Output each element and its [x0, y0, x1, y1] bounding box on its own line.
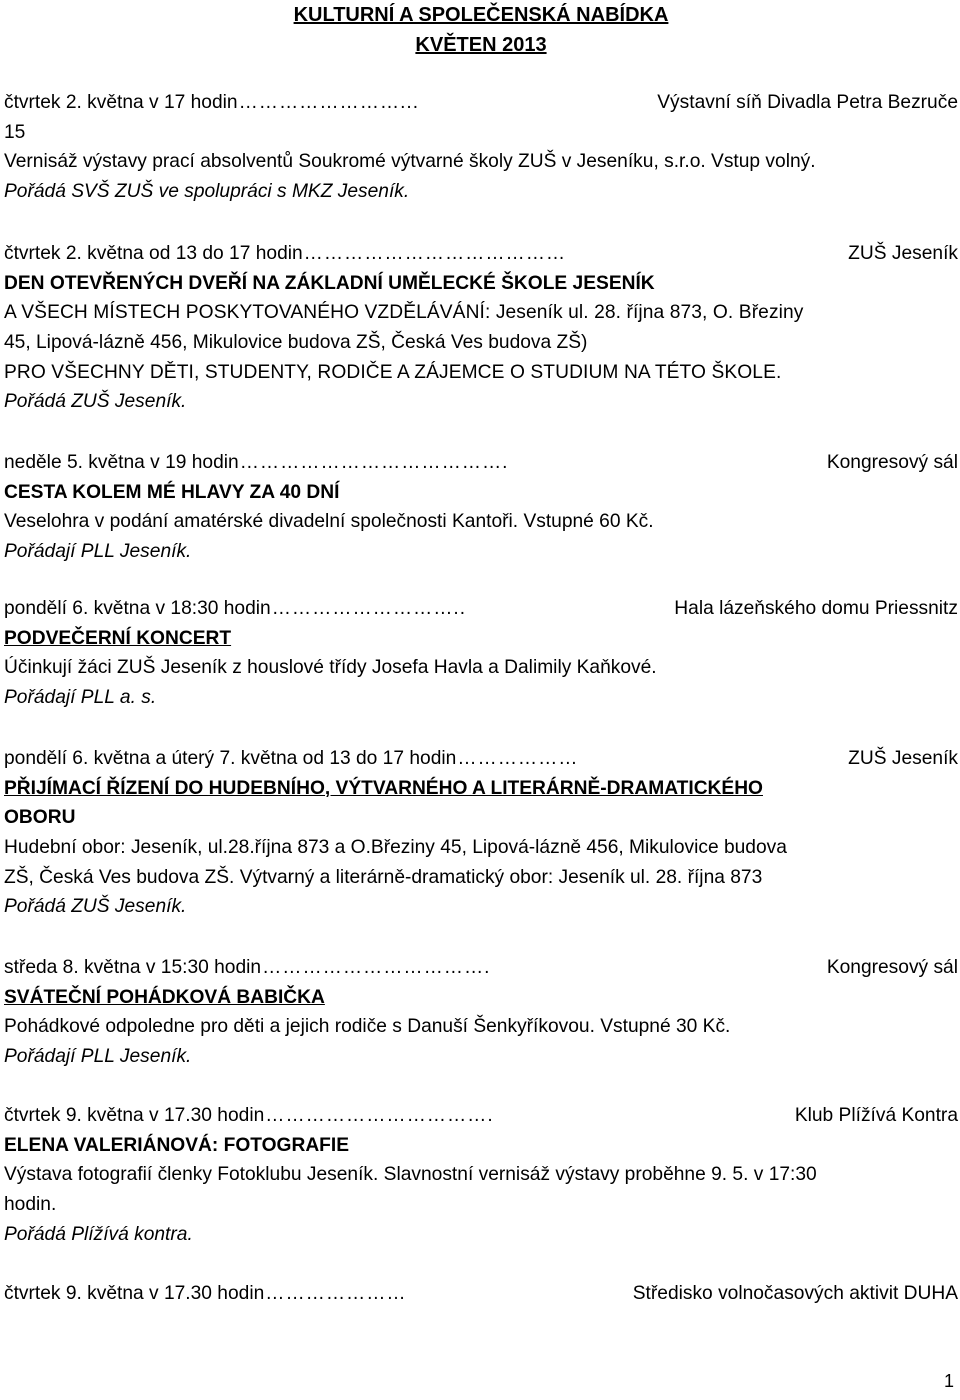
event-venue: Středisko volnočasových aktivit DUHA — [632, 1283, 958, 1304]
event-schedule — [4, 744, 958, 774]
event-description: ZŠ, Česká Ves budova ZŠ. Výtvarný a literárně-dramatický obor: Jeseník ul. 28. října 873 — [4, 866, 763, 888]
leader-dots: ……………………... — [238, 92, 420, 113]
document-title: KULTURNÍ A SPOLEČENSKÁ NABÍDKA — [293, 4, 669, 26]
event-venue: Výstavní síň Divadla Petra Bezruče — [657, 92, 958, 113]
page-number: 1 — [943, 1371, 954, 1391]
event-organizer: Pořádají PLL a. s. — [4, 687, 157, 709]
leader-dots: ………………………………… — [303, 243, 567, 264]
event-venue: Kongresový sál — [826, 452, 958, 473]
document-page — [4, 0, 958, 1400]
event-when: čtvrtek 9. května v 17.30 hodin — [4, 1283, 265, 1304]
event-schedule — [4, 594, 958, 624]
leader-dots: ……………………….. — [271, 598, 467, 619]
event-schedule — [4, 239, 958, 269]
event-schedule — [4, 953, 958, 983]
event-description: Veselohra v podání amatérské divadelní společnosti Kantoři. Vstupné 60 Kč. — [4, 511, 654, 533]
event-heading: ELENA VALERIÁNOVÁ: FOTOGRAFIE — [4, 1134, 350, 1156]
event-item — [4, 1101, 958, 1249]
event-heading: PŘIJÍMACÍ ŘÍZENÍ DO HUDEBNÍHO, VÝTVARNÉHO A LITERÁRNĚ-DRAMATICKÉHO — [4, 777, 763, 799]
event-schedule — [4, 1279, 958, 1309]
event-description: Účinkují žáci ZUŠ Jeseník z houslové třídy Josefa Havla a Dalimily Kaňkové. — [4, 657, 657, 679]
leader-dots: ………………… — [265, 1283, 407, 1304]
event-schedule — [4, 1101, 958, 1131]
event-venue: Hala lázeňského domu Priessnitz — [674, 598, 958, 619]
event-item — [4, 448, 958, 567]
leader-dots: ……………… — [457, 748, 579, 769]
event-when: čtvrtek 2. května v 17 hodin — [4, 92, 238, 113]
event-organizer: Pořádají PLL Jeseník. — [4, 541, 192, 563]
event-venue-continued: 15 — [4, 121, 26, 143]
event-heading: DEN OTEVŘENÝCH DVEŘÍ NA ZÁKLADNÍ UMĚLECKÉ ŠKOLE JESENÍK — [4, 272, 655, 294]
event-heading: PODVEČERNÍ KONCERT — [4, 627, 232, 649]
event-description: Výstava fotografií členky Fotoklubu Jeseník. Slavnostní vernisáž výstavy proběhne 9. 5. v 17:30 — [4, 1164, 817, 1186]
event-schedule — [4, 88, 958, 118]
event-item — [4, 1279, 958, 1309]
event-description: PRO VŠECHNY DĚTI, STUDENTY, RODIČE A ZÁJEMCE O STUDIUM NA TÉTO ŠKOLE. — [4, 361, 782, 383]
event-when: čtvrtek 2. května od 13 do 17 hodin — [4, 243, 303, 264]
event-item — [4, 88, 958, 207]
event-item — [4, 594, 958, 713]
event-item — [4, 953, 958, 1072]
event-when: neděle 5. května v 19 hodin — [4, 452, 239, 473]
event-organizer: Pořádá ZUŠ Jeseník. — [4, 896, 187, 918]
event-description: Pohádkové odpoledne pro děti a jejich rodiče s Danuší Šenkyříkovou. Vstupné 30 Kč. — [4, 1016, 731, 1038]
leader-dots: …………………………………. — [239, 452, 509, 473]
document-subtitle: KVĚTEN 2013 — [415, 34, 547, 56]
event-item — [4, 239, 958, 417]
event-heading: SVÁTEČNÍ POHÁDKOVÁ BABIČKA — [4, 986, 325, 1008]
event-organizer: Pořádá Plížívá kontra. — [4, 1223, 193, 1245]
event-organizer: Pořádají PLL Jeseník. — [4, 1046, 192, 1068]
event-description: Vernisáž výstavy prací absolventů Soukromé výtvarné školy ZUŠ v Jeseníku, s.r.o. Vstup volný. — [4, 151, 816, 173]
event-venue: ZUŠ Jeseník — [848, 243, 958, 264]
event-description: Hudební obor: Jeseník, ul.28.října 873 a O.Březiny 45, Lipová-lázně 456, Mikulovice budova — [4, 837, 787, 859]
event-venue: ZUŠ Jeseník — [848, 748, 958, 769]
event-item — [4, 744, 958, 922]
event-when: pondělí 6. května a úterý 7. května od 13 do 17 hodin — [4, 748, 457, 769]
event-venue: Klub Plížívá Kontra — [794, 1105, 958, 1126]
event-schedule — [4, 448, 958, 478]
event-description: A VŠECH MÍSTECH POSKYTOVANÉHO VZDĚLÁVÁNÍ: Jeseník ul. 28. října 873, O. Březiny — [4, 302, 804, 324]
event-organizer: Pořádá SVŠ ZUŠ ve spolupráci s MKZ Jeseník. — [4, 181, 410, 203]
event-when: pondělí 6. května v 18:30 hodin — [4, 598, 271, 619]
event-description: hodin. — [4, 1194, 57, 1216]
event-when: středa 8. května v 15:30 hodin — [4, 957, 262, 978]
event-when: čtvrtek 9. května v 17.30 hodin — [4, 1105, 265, 1126]
leader-dots: ……………………………. — [265, 1105, 494, 1126]
event-organizer: Pořádá ZUŠ Jeseník. — [4, 391, 187, 413]
event-heading-continued: OBORU — [4, 807, 76, 829]
event-description: 45, Lipová-lázně 456, Mikulovice budova ZŠ, Česká Ves budova ZŠ) — [4, 332, 588, 354]
event-heading: CESTA KOLEM MÉ HLAVY ZA 40 DNÍ — [4, 481, 340, 503]
event-venue: Kongresový sál — [826, 957, 958, 978]
leader-dots: ……………………………. — [262, 957, 491, 978]
